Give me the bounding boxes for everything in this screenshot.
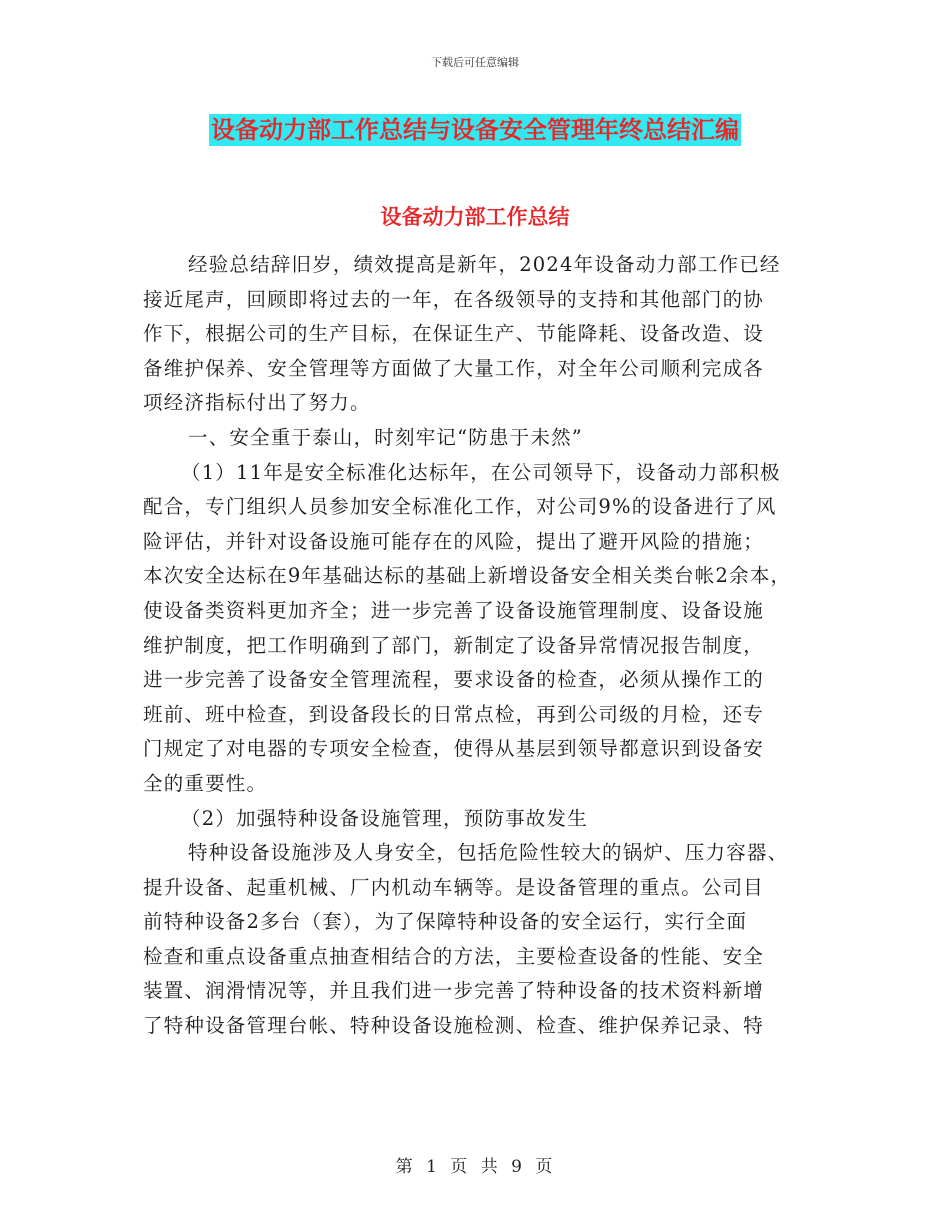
text-line: （1）11年是安全标准化达标年，在公司领导下，设备动力部积极 (181, 460, 781, 484)
text-line: 接近尾声，回顾即将过去的一年，在各级领导的支持和其他部门的协 (143, 287, 765, 311)
text-line: 了特种设备管理台帐、特种设备设施检测、检查、维护保养记录、特 (143, 1014, 765, 1038)
text-line: （2）加强特种设备设施管理，预防事故发生 (181, 806, 588, 830)
text-line: 一、安全重于泰山，时刻牢记“防患于未然” (188, 425, 583, 449)
text-line: 维护制度，把工作明确到了部门，新制定了设备异常情况报告制度， (143, 633, 765, 657)
text-line: 特种设备设施涉及人身安全，包括危险性较大的锅炉、压力容器、 (188, 841, 789, 865)
text-line: 配合，专门组织人员参加安全标准化工作，对公司9%的设备进行了风 (143, 495, 777, 519)
text-line: 班前、班中检查，到设备段长的日常点检，再到公司级的月检，还专 (143, 702, 765, 726)
main-title: 设备动力部工作总结与设备安全管理年终总结汇编 (211, 116, 739, 144)
text-line: 全的重要性。 (143, 771, 268, 795)
header-note: 下载后可任意编辑 (431, 56, 519, 69)
text-line: 提升设备、起重机械、厂内机动车辆等。是设备管理的重点。公司目 (143, 875, 765, 899)
text-line: 装置、润滑情况等，并且我们进一步完善了特种设备的技术资料新增 (143, 979, 765, 1003)
page-footer: 第 1 页 共 9 页 (395, 1157, 555, 1177)
text-line: 使设备类资料更加齐全；进一步完善了设备设施管理制度、设备设施 (143, 598, 765, 622)
main-title-wrap (0, 114, 950, 146)
text-line: 经验总结辞旧岁，绩效提高是新年，2024年设备动力部工作已经 (188, 253, 781, 276)
text-line: 作下，根据公司的生产目标，在保证生产、节能降耗、设备改造、设 (143, 322, 765, 346)
text-line: 门规定了对电器的专项安全检查，使得从基层到领导都意识到设备安 (143, 737, 765, 761)
text-line: 前特种设备2多台（套），为了保障特种设备的安全运行，实行全面 (143, 910, 748, 934)
body-text (143, 248, 823, 1044)
text-line: 项经济指标付出了努力。 (143, 391, 371, 415)
text-line: 备维护保养、安全管理等方面做了大量工作，对全年公司顺利完成各 (143, 356, 765, 380)
section-title: 设备动力部工作总结 (380, 205, 570, 229)
text-line: 进一步完善了设备安全管理流程，要求设备的检查，必须从操作工的 (143, 668, 765, 692)
text-line: 本次安全达标在9年基础达标的基础上新增设备安全相关类台帐2余本， (143, 564, 792, 588)
text-line: 险评估，并针对设备设施可能存在的风险，提出了避开风险的措施； (143, 529, 765, 553)
text-line: 检查和重点设备重点抽查相结合的方法，主要检查设备的性能、安全 (143, 944, 765, 968)
